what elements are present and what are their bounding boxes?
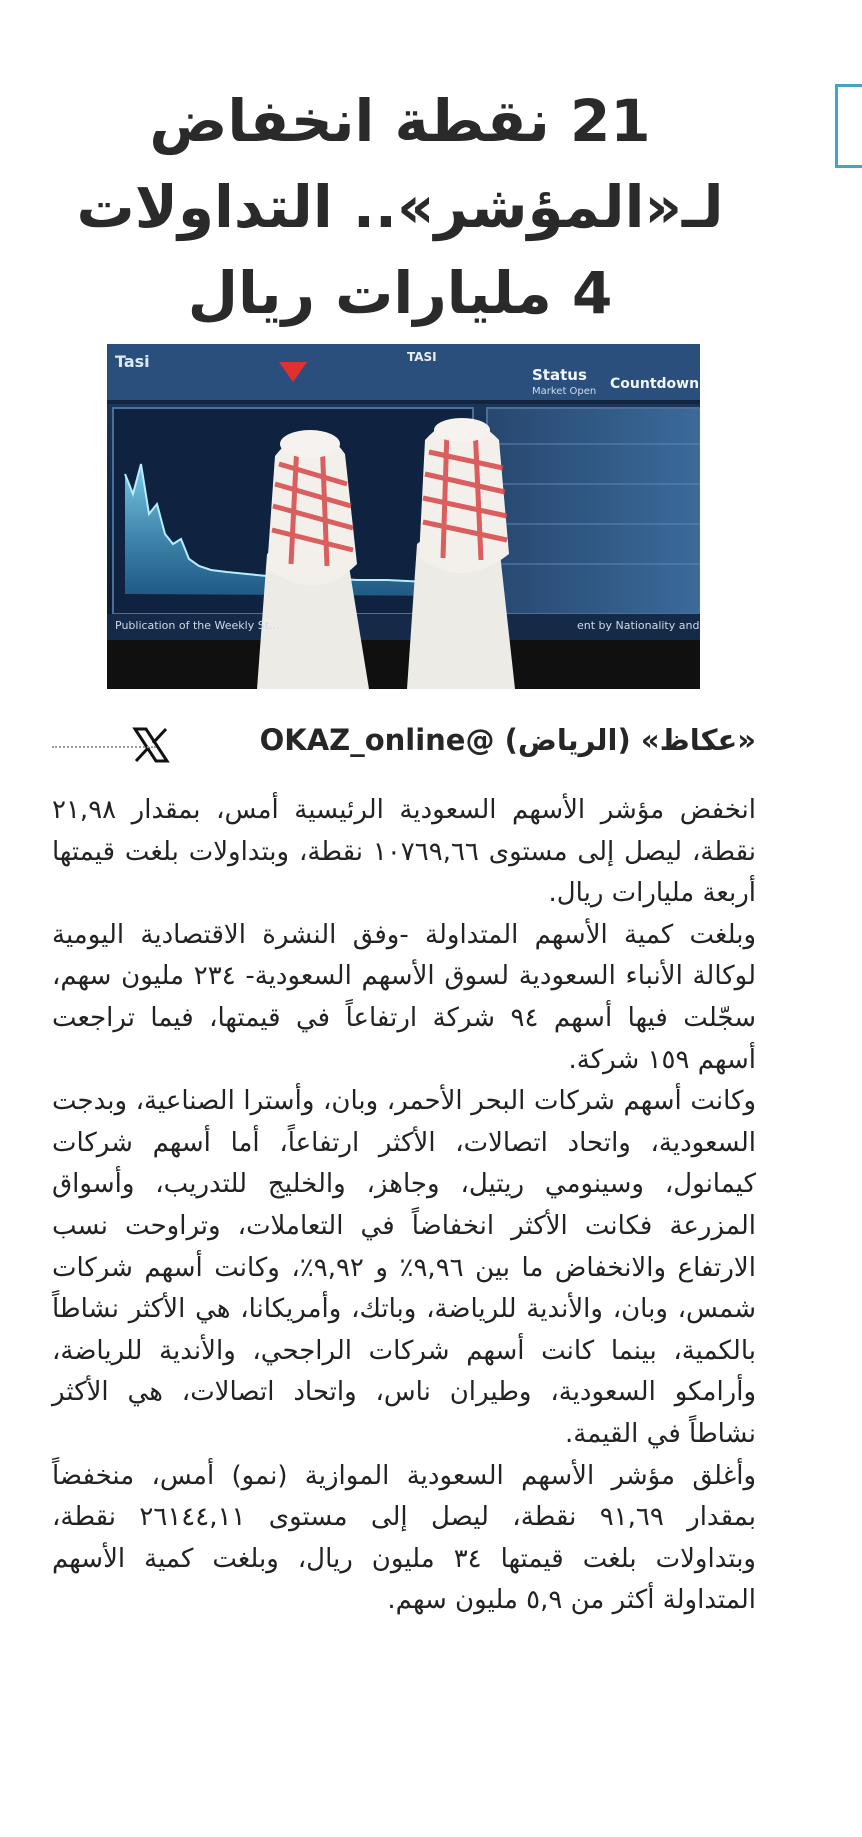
- article-paragraph-3: وكانت أسهم شركات البحر الأحمر، وبان، وأسترا الصناعية، وبدجت السعودية، واتحاد اتصالات، الأكثر ارتفاعاً، أما أسهم شركات كيمانول، وسينومي ريتيل، وجاهز، والخليج للتدريب، وأسواق المزرعة فكانت الأكثر انخفاضاً في التعاملات، وتراوحت نسب الارتفاع والانخفاض ما بين ٩,٩٦٪ و ٩,٩٢٪، وكانت أسهم شركات شمس، وبان، والأندية للرياضة، وباتك، وأمريكانا، هي الأكثر نشاطاً بالكمية، بينما كانت أسهم شركات الراجحي، والأندية للرياضة، وأرامكو السعودية، وطيران ناس، واتحاد اتصالات، هي الأكثر نشاطاً في القيمة.: [52, 1086, 756, 1449]
- byline: [52, 720, 756, 764]
- screen-label-tasi: TASI: [407, 350, 437, 364]
- headline: [60, 78, 740, 336]
- byline-divider: [52, 746, 156, 748]
- screen-caption-right: ent by Nationality and: [577, 619, 700, 632]
- article-paragraph-2: وبلغت كمية الأسهم المتداولة -وفق النشرة الاقتصادية اليومية لوكالة الأنباء السعودية لسوق الأسهم السعودية- ٢٣٤ مليون سهم، سجّلت فيها أسهم ٩٤ شركة ارتفاعاً في قيمتها، فيما تراجعت أسهم ١٥٩ شركة.: [52, 919, 756, 1075]
- headline-line-2: لـ«المؤشر».. التداولات: [76, 173, 724, 241]
- x-logo-icon[interactable]: [132, 726, 170, 764]
- headline-line-3: 4 مليارات ريال: [187, 259, 613, 327]
- screen-label-market-open: Market Open: [532, 386, 597, 397]
- screen-label-status: Status: [532, 366, 587, 384]
- headline-line-1: 21 نقطة انخفاض: [149, 87, 651, 155]
- byline-text: «عكاظ» (الرياض) @OKAZ_online: [259, 723, 756, 757]
- section-marker: [835, 84, 862, 168]
- screen-caption-left: Publication of the Weekly St...: [115, 619, 280, 632]
- screen-label-countdown: Countdown: [610, 376, 700, 392]
- article-body: [52, 790, 756, 1622]
- screen-label-left: Tasi: [115, 352, 150, 371]
- article-paragraph-4: وأغلق مؤشر الأسهم السعودية الموازية (نمو) أمس، منخفضاً بمقدار ٩١,٦٩ نقطة، ليصل إلى مستوى ٢٦١٤٤,١١ نقطة، وبتداولات بلغت قيمتها ٣٤ مليون ريال، وبلغت كمية الأسهم المتداولة أكثر من ٥,٩ مليون سهم.: [52, 1460, 756, 1616]
- trading-hall-photo: [107, 344, 700, 689]
- article-paragraph-1: انخفض مؤشر الأسهم السعودية الرئيسية أمس، بمقدار ٢١,٩٨ نقطة، ليصل إلى مستوى ١٠٧٦٩,٦٦ نقطة، وبتداولات بلغت قيمتها أربعة مليارات ريال.: [52, 795, 756, 909]
